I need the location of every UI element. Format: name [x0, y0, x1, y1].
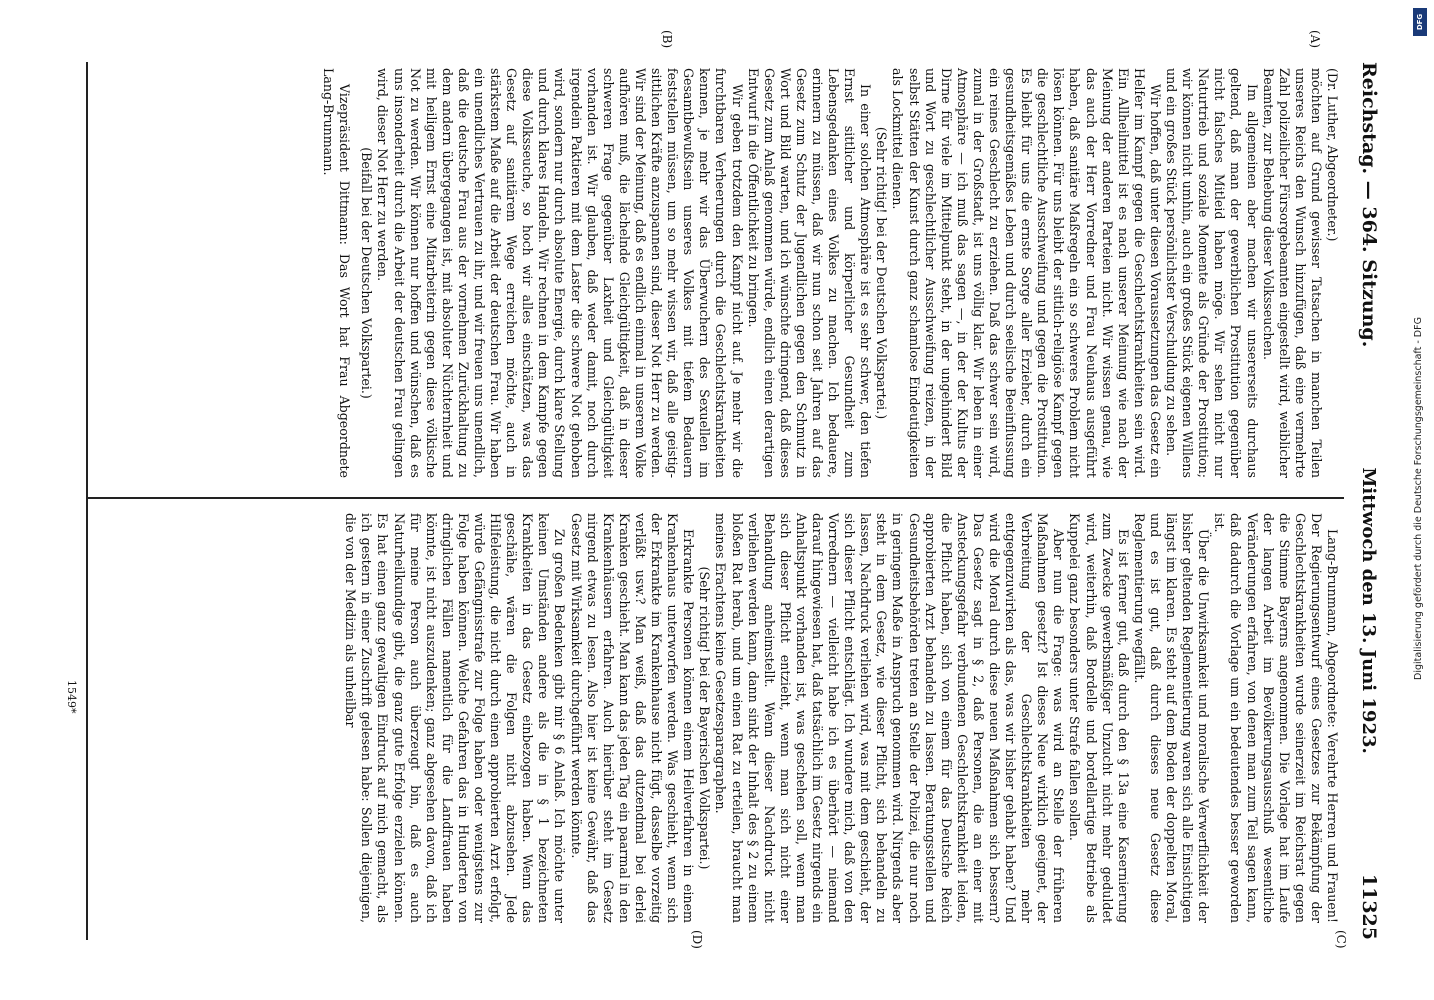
margin-marker-c: (C) [1334, 930, 1348, 949]
sheet-number: 1549* [65, 680, 78, 714]
paragraph: Über die Unwirksamkeit und moralische Verwerflichkeit der bisher geltenden Reglementierung waren sich alle Einsichtigen längst im klaren. Es steht auf dem Boden der doppelten Moral, und es ist gut, daß durch dieses neue Gesetz diese Reglementierung wegfällt. [1131, 513, 1212, 923]
speech-opening: Lang-Brunmann, Abgeordnete: Verehrte Herren und Frauen! Der Regierungsentwurf eines Gesetzes zur Bekämpfung der Geschlechtskrankheiten wurde seinerzeit im Reichsrat gegen die Stimme Bayerns angenommen. Die Vorlage hat im Laufe der langen Arbeit im Bevölkerungsausschuß wesentliche Veränderungen erfahren, von denen man zum Teil sagen kann, daß dadurch die Vorlage um ein bedeutendes besser geworden ist. [1212, 513, 1340, 923]
paragraph: Es ist ferner gut, daß durch den § 13a eine Kasernierung zum Zwecke gewerbsmäßiger Unzucht nicht mehr geduldet wird, weiterhin, daß Bordelle und bordellartige Betriebe als Kuppelei ganz besonders unter Strafe fallen sollen. [1067, 513, 1131, 923]
speaker-continuation: (Dr. Luther, Abgeordneter.) [1325, 68, 1340, 242]
interjection: (Sehr richtig! bei der Bayerischen Volkspartei.) [697, 566, 713, 870]
interjection: (Sehr richtig! bei der Deutschen Volkspartei.) [874, 126, 890, 420]
right-column [342, 513, 1340, 923]
page-header [1358, 62, 1392, 940]
paragraph: Aber nun die Frage: was wird an Stelle der früheren Maßnahmen gesetzt? Ist dieses Neue wirklich geeignet, der Verbreitung der Geschlechtskrankheiten mehr entgegenzuwirken als das, was wir bisher gehabt haben? Und wird die Moral durch diese neuen Maßnahmen sich bessern? Das Gesetz sagt in § 2, daß Personen, die an einer mit Ansteckungsgefahr verbundenen Geschlechtskrankheit leiden, die Pflicht haben, sich von einem für das Deutsche Reich approbierten Arzt behandeln zu lassen. Beratungsstellen und Gesundheitsbehörden treten an Stelle der Polizei, die nur noch in geringem Maße in Anspruch genommen wird. Nirgends aber steht in dem Gesetz, wie dieser Pflicht, sich behandeln zu lassen, Nachdruck verliehen wird, was mit dem geschieht, der sich dieser Pflicht entschlägt. Ich wundere mich, daß von den Vorrednern — vielleicht habe ich es überhört — niemand darauf hingewiesen hat, daß tatsächlich im Gesetz nirgends ein Anhaltspunkt vorhanden ist, was geschehen soll, wenn man sich dieser Pflicht entzieht, wenn man sich nicht einer Behandlung anheimstellt. Wenn dieser Nachdruck nicht verliehen werden kann, dann sinkt der Inhalt des § 2 zu einem bloßen Rat herab, und um einen Rat zu erteilen, braucht man meines Erachtens keine Gesetzesparagraphen. [713, 513, 1067, 923]
bottom-rule [86, 62, 88, 940]
column-divider [86, 497, 1344, 499]
left-column [320, 68, 1340, 478]
paragraph: In einer solchen Atmosphäre ist es sehr schwer, den tiefen Ernst sittlicher und körperlicher Gesundheit zum Lebensgedanken eines Volkes zu machen. Ich bedauere, erinnern zu müssen, daß wir nun schon seit Jahren auf das Gesetz zum Schutz der Jugendlichen gegen den Schmutz in Wort und Bild warten, und ich wünschte dringend, daß dieses Gesetz zum Anlaß genommen würde, endlich einen derartigen Entwurf in die Öffentlichkeit zu bringen. [745, 68, 874, 478]
paragraph: Zu großen Bedenken gibt mir § 6 Anlaß. Ich möchte unter keinen Umständen andere als die in § 1 bezeichneten Krankheiten in das Gesetz einbezogen haben. Wenn das geschähe, wären die Folgen nicht abzusehen. Jede Hilfeleistung, die nicht durch einen approbierten Arzt erfolgt, würde Gefängnisstrafe zur Folge haben oder wenigstens zur Folge haben können. Welche Gefahren das in Hunderten von dringlichen Fällen namentlich für die Landfrauen haben könnte, ist nicht auszudenken; ganz abgesehen davon, daß ich für meine Person auch überzeugt bin, daß es auch Naturheilkundige gibt, die ganz gute Erfolge erzielen können. Es hat einen ganz gewaltigen Eindruck auf mich gemacht, als ich gestern in einer Zuschrift gelesen habe: Sollen diejenigen, die von der Medizin als unheilbar [343, 513, 568, 923]
paragraph: Im allgemeinen aber machen wir unsererseits durchaus geltend, daß man der gewerblichen Prostitution gegenüber nicht falsches Mitleid haben möge. Wir sehen nicht nur Naturtrieb und soziale Momente als Gründe der Prostitution; wir können nicht umhin, auch ein großes Stück eigenen Willens und ein großes Stück persönlichster Verschuldung zu sehen. [1164, 68, 1260, 478]
header-left: Reichstag. — 364. Sitzung. [1358, 62, 1380, 348]
paragraph: möchten auf Grund gewisser Tatsachen in manchen Teilen unseres Reichs den Wunsch hinzufügen, daß eine vermehrte Zahl polizeilicher Fürsorgebeamten eingestellt wird, weiblicher Beamten, zur Behebung dieser Volksseuchen. [1260, 68, 1324, 478]
margin-marker-d: (D) [690, 930, 704, 949]
dfg-logo [1413, 8, 1427, 36]
chair-announcement: Vizepräsident Dittmann: Das Wort hat Frau Abgeordnete Lang-Brunmann. [321, 68, 353, 478]
digitization-notice-text: Digitalisierung gefördert durch die Deutsche Forschungsgemeinschaft - DFG [1412, 316, 1424, 680]
page-number: 11325 [1358, 873, 1380, 940]
header-date: Mittwoch den 13. Juni 1923. [1358, 467, 1379, 754]
margin-marker-a: (A) [1308, 30, 1322, 49]
interjection: (Beifall bei der Deutschen Volkspartei.) [359, 147, 375, 399]
margin-marker-b: (B) [660, 30, 674, 49]
paragraph: Erkrankte Personen können einem Heilverfahren in einem Krankenhaus unterworfen werden. Was geschieht, wenn sich der Erkrankte im Krankenhause nicht fügt, dasselbe vorzeitig verläßt usw.? Man weiß, daß das dutzendmal bei derlei Kranken geschieht. Man kann das jeden Tag ein paarmal in den Krankenhäusern erfahren. Auch hierüber steht im Gesetz nirgend etwas zu lesen. Also hier ist keine Gewähr, daß das Gesetz mit Wirksamkeit durchgeführt werden könnte. [568, 513, 697, 923]
dfg-logo-text: DFG [1416, 13, 1424, 31]
paragraph: Wir geben trotzdem den Kampf nicht auf. Je mehr wir die furchtbaren Verheerungen durch die Geschlechtskrankheiten kennen, je mehr wir das Überwuchern des Sexuellen im Gesamtbewußtsein unseres Volkes mit tiefem Bedauern feststellen müssen, um so mehr wissen wir, daß alle geistig-sittlichen Kräfte anzuspannen sind, dieser Not Herr zu werden. Wir sind der Meinung, daß es endlich einmal in unserem Volke aufhören muß, die lächelnde Gleichgültigkeit, daß in dieser schweren Frage gegenüber Laxheit und Gleichgültigkeit vorhanden ist. Wir glauben, daß weder damit, noch durch irgendein Paktieren mit dem Laster die schwere Not gehoben wird, sondern nur durch absolute Energie, durch klare Stellung und durch klares Handeln. Wir rechnen in dem Kampfe gegen diese Volksseuche, so hoch wir alles einschätzen, was das Gesetz auf sanitärem Wege erreichen möchte, auch in stärkstem Maße auf die Arbeit der deutschen Frau. Wir haben ein unendliches Vertrauen zu ihr, und wir freuen uns unendlich, daß die deutsche Frau aus der vornehmen Zurückhaltung zu dem andern übergegangen ist, mit absoluter Nüchternheit und mit heiligem Ernst eine Mitarbeiterin gegen diese völkische Not zu werden. Wir können nur hoffen und wünschen, daß es uns insonderheit durch die Arbeit der deutschen Frau gelingen wird, dieser Not Herr zu werden. [375, 68, 745, 478]
digitization-notice [1404, 8, 1432, 988]
paragraph: Wir hoffen, daß unter diesen Voraussetzungen das Gesetz ein Helfer im Kampf gegen die Geschlechtskrankheiten sein wird. Ein Allheilmittel ist es nach unserer Meinung wie nach der Meinung der anderen Parteien nicht. Wir wissen genau, wie das auch der Herr Vorredner und Frau Neuhaus ausgeführt haben, daß sanitäre Maßregeln ein so schweres Problem nicht lösen können. Für uns bleibt der sittlich-religiöse Kampf gegen die geschlechtliche Ausschweifung und gegen die Prostitution. Es bleibt für uns die ernste Sorge aller Erzieher, durch ein gesundheitsgemäßes Leben und durch seelische Beeinflussung ein reines Geschlecht zu erziehen. Daß das schwer sein wird, zumal in der Großstadt, ist uns völlig klar. Wir leben in einer Atmosphäre — ich muß das sagen —, in der der Kultus der Dirne für viele im Mittelpunkt steht, in der ungehindert Bild und Wort zu geschlechtlicher Ausschweifung reizen, in der selbst Stätten der Kunst durch ganz schamlose Eindeutigkeiten als Lockmittel dienen. [890, 68, 1163, 478]
